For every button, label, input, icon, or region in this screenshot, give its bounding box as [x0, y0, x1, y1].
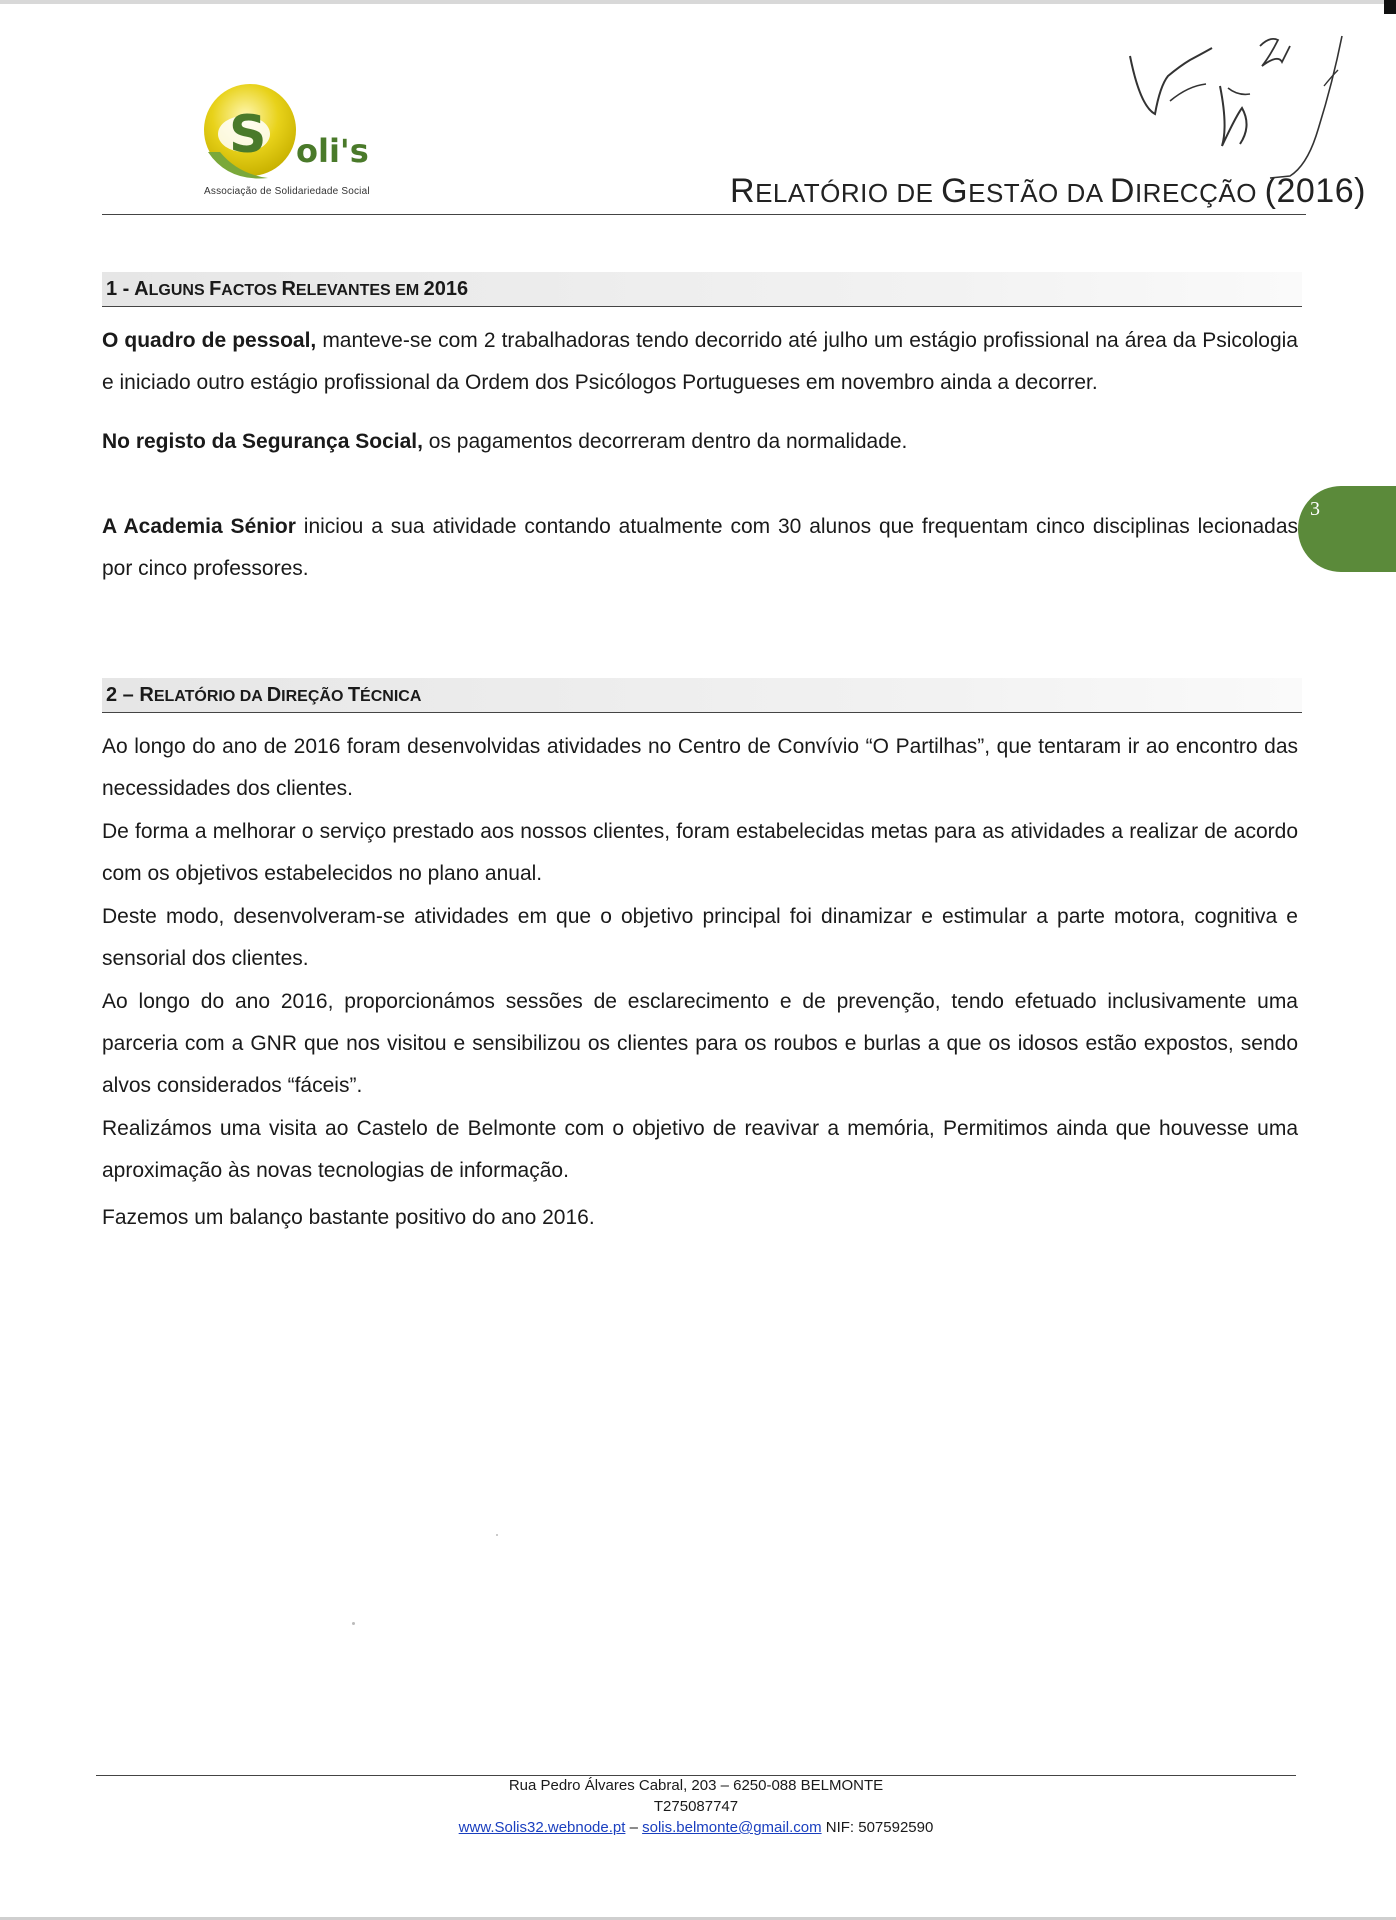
- logo-tagline: Associação de Solidariedade Social: [204, 186, 370, 197]
- title-part: ESTÃO DA: [968, 178, 1110, 208]
- title-part: IRECÇÃO: [1134, 178, 1265, 208]
- footer-separator: –: [625, 1819, 643, 1836]
- paragraph-dinamizar: Deste modo, desenvolveram-se atividades em que o objetivo principal foi dinamizar e estimular a parte motora, cognitiva e sensorial dos clientes.: [102, 905, 1298, 970]
- heading-part: R: [281, 278, 296, 300]
- paragraph-quadro-pessoal: [102, 320, 1298, 404]
- logo-letter: S: [229, 105, 267, 165]
- title-part: (2016): [1264, 172, 1366, 210]
- heading-part: ACTOS: [221, 282, 282, 299]
- footer-website-link[interactable]: www.Solis32.webnode.pt: [458, 1819, 626, 1836]
- section-heading-text: [106, 278, 468, 301]
- heading-part: 2016: [423, 278, 469, 300]
- paragraph-sessoes-gnr: Ao longo do ano 2016, proporcionámos sessões de esclarecimento e de prevenção, tendo efetuado inclusivamente uma parceria com a GNR que nos visitou e sensibilizou os clientes para os roubos e burlas a que os idosos estão expostos, sendo alvos considerados “fáceis”.: [102, 990, 1298, 1097]
- paragraph-lead: No registo da Segurança Social,: [102, 430, 423, 453]
- heading-part: ELEVANTES EM: [295, 282, 424, 299]
- title-part: D: [1109, 172, 1135, 210]
- heading-part: LGUNS: [148, 282, 210, 299]
- title-part: R: [730, 172, 756, 210]
- paragraph-text: manteve-se com 2 trabalhadoras tendo decorrido até julho um estágio profissional na área da Psicologia e iniciado outro estágio profissional da Ordem dos Psicólogos Portugueses em novembro ainda a decorrer.: [102, 329, 1298, 394]
- heading-part: 2 – R: [106, 684, 154, 706]
- paragraph-metas: De forma a melhorar o serviço prestado aos nossos clientes, foram estabelecidas metas para as atividades a realizar de acordo com os objetivos estabelecidos no plano anual.: [102, 820, 1298, 885]
- footer-address: Rua Pedro Álvares Cabral, 203 – 6250-088 BELMONTE: [508, 1777, 884, 1794]
- heading-part: 1 - A: [106, 278, 149, 300]
- page-number-badge: [1298, 486, 1396, 572]
- heading-part: T: [347, 684, 361, 706]
- heading-part: ELATÓRIO DA: [153, 688, 267, 705]
- page-number: 3: [1310, 498, 1320, 520]
- section-heading-text: [106, 684, 421, 707]
- scan-speck: [496, 1534, 498, 1536]
- paragraph-text: os pagamentos decorreram dentro da normalidade.: [422, 430, 908, 453]
- header-divider: [102, 214, 1306, 215]
- footer-contacts: [96, 1819, 1296, 1836]
- paragraph-academia-senior: [102, 506, 1298, 590]
- footer-phone: T275087747: [653, 1798, 739, 1815]
- section-heading-factos: [102, 272, 1302, 307]
- paragraph-castelo-belmonte: Realizámos uma visita ao Castelo de Belmonte com o objetivo de reavivar a memória, Permitimos ainda que houvesse uma aproximação às novas tecnologias de informação.: [102, 1117, 1298, 1182]
- paragraph-seguranca-social: [102, 421, 1298, 463]
- scan-corner-mark: [1384, 0, 1396, 14]
- heading-part: F: [209, 278, 222, 300]
- paragraph-atividades: Ao longo do ano de 2016 foram desenvolvidas atividades no Centro de Convívio “O Partilhas”, que tentaram ir ao encontro das necessidades dos clientes.: [102, 735, 1298, 800]
- footer-divider: [96, 1775, 1296, 1776]
- heading-part: IREÇÃO: [281, 688, 348, 705]
- title-part: G: [941, 172, 969, 210]
- heading-part: ÉCNICA: [360, 688, 422, 705]
- footer-nif: NIF: 507592590: [821, 1819, 934, 1836]
- logo-name: oli's: [296, 132, 369, 170]
- paragraph-text: iniciou a sua atividade contando atualmente com 30 alunos que frequentam cinco disciplinas lecionadas por cinco professores.: [102, 515, 1299, 580]
- title-part: ELATÓRIO DE: [755, 178, 942, 208]
- paragraph-lead: A Academia Sénior: [102, 515, 296, 538]
- handwritten-signature: [1110, 26, 1360, 186]
- section-heading-direcao-tecnica: [102, 678, 1302, 713]
- paragraph-lead: O quadro de pessoal,: [102, 329, 317, 352]
- scan-speck: [352, 1622, 355, 1625]
- scan-edge: [0, 0, 1396, 4]
- paragraph-balanco: Fazemos um balanço bastante positivo do ano 2016.: [102, 1206, 595, 1229]
- solis-logo: [198, 82, 438, 192]
- footer-email-link[interactable]: solis.belmonte@gmail.com: [642, 1819, 822, 1836]
- heading-part: D: [266, 684, 282, 706]
